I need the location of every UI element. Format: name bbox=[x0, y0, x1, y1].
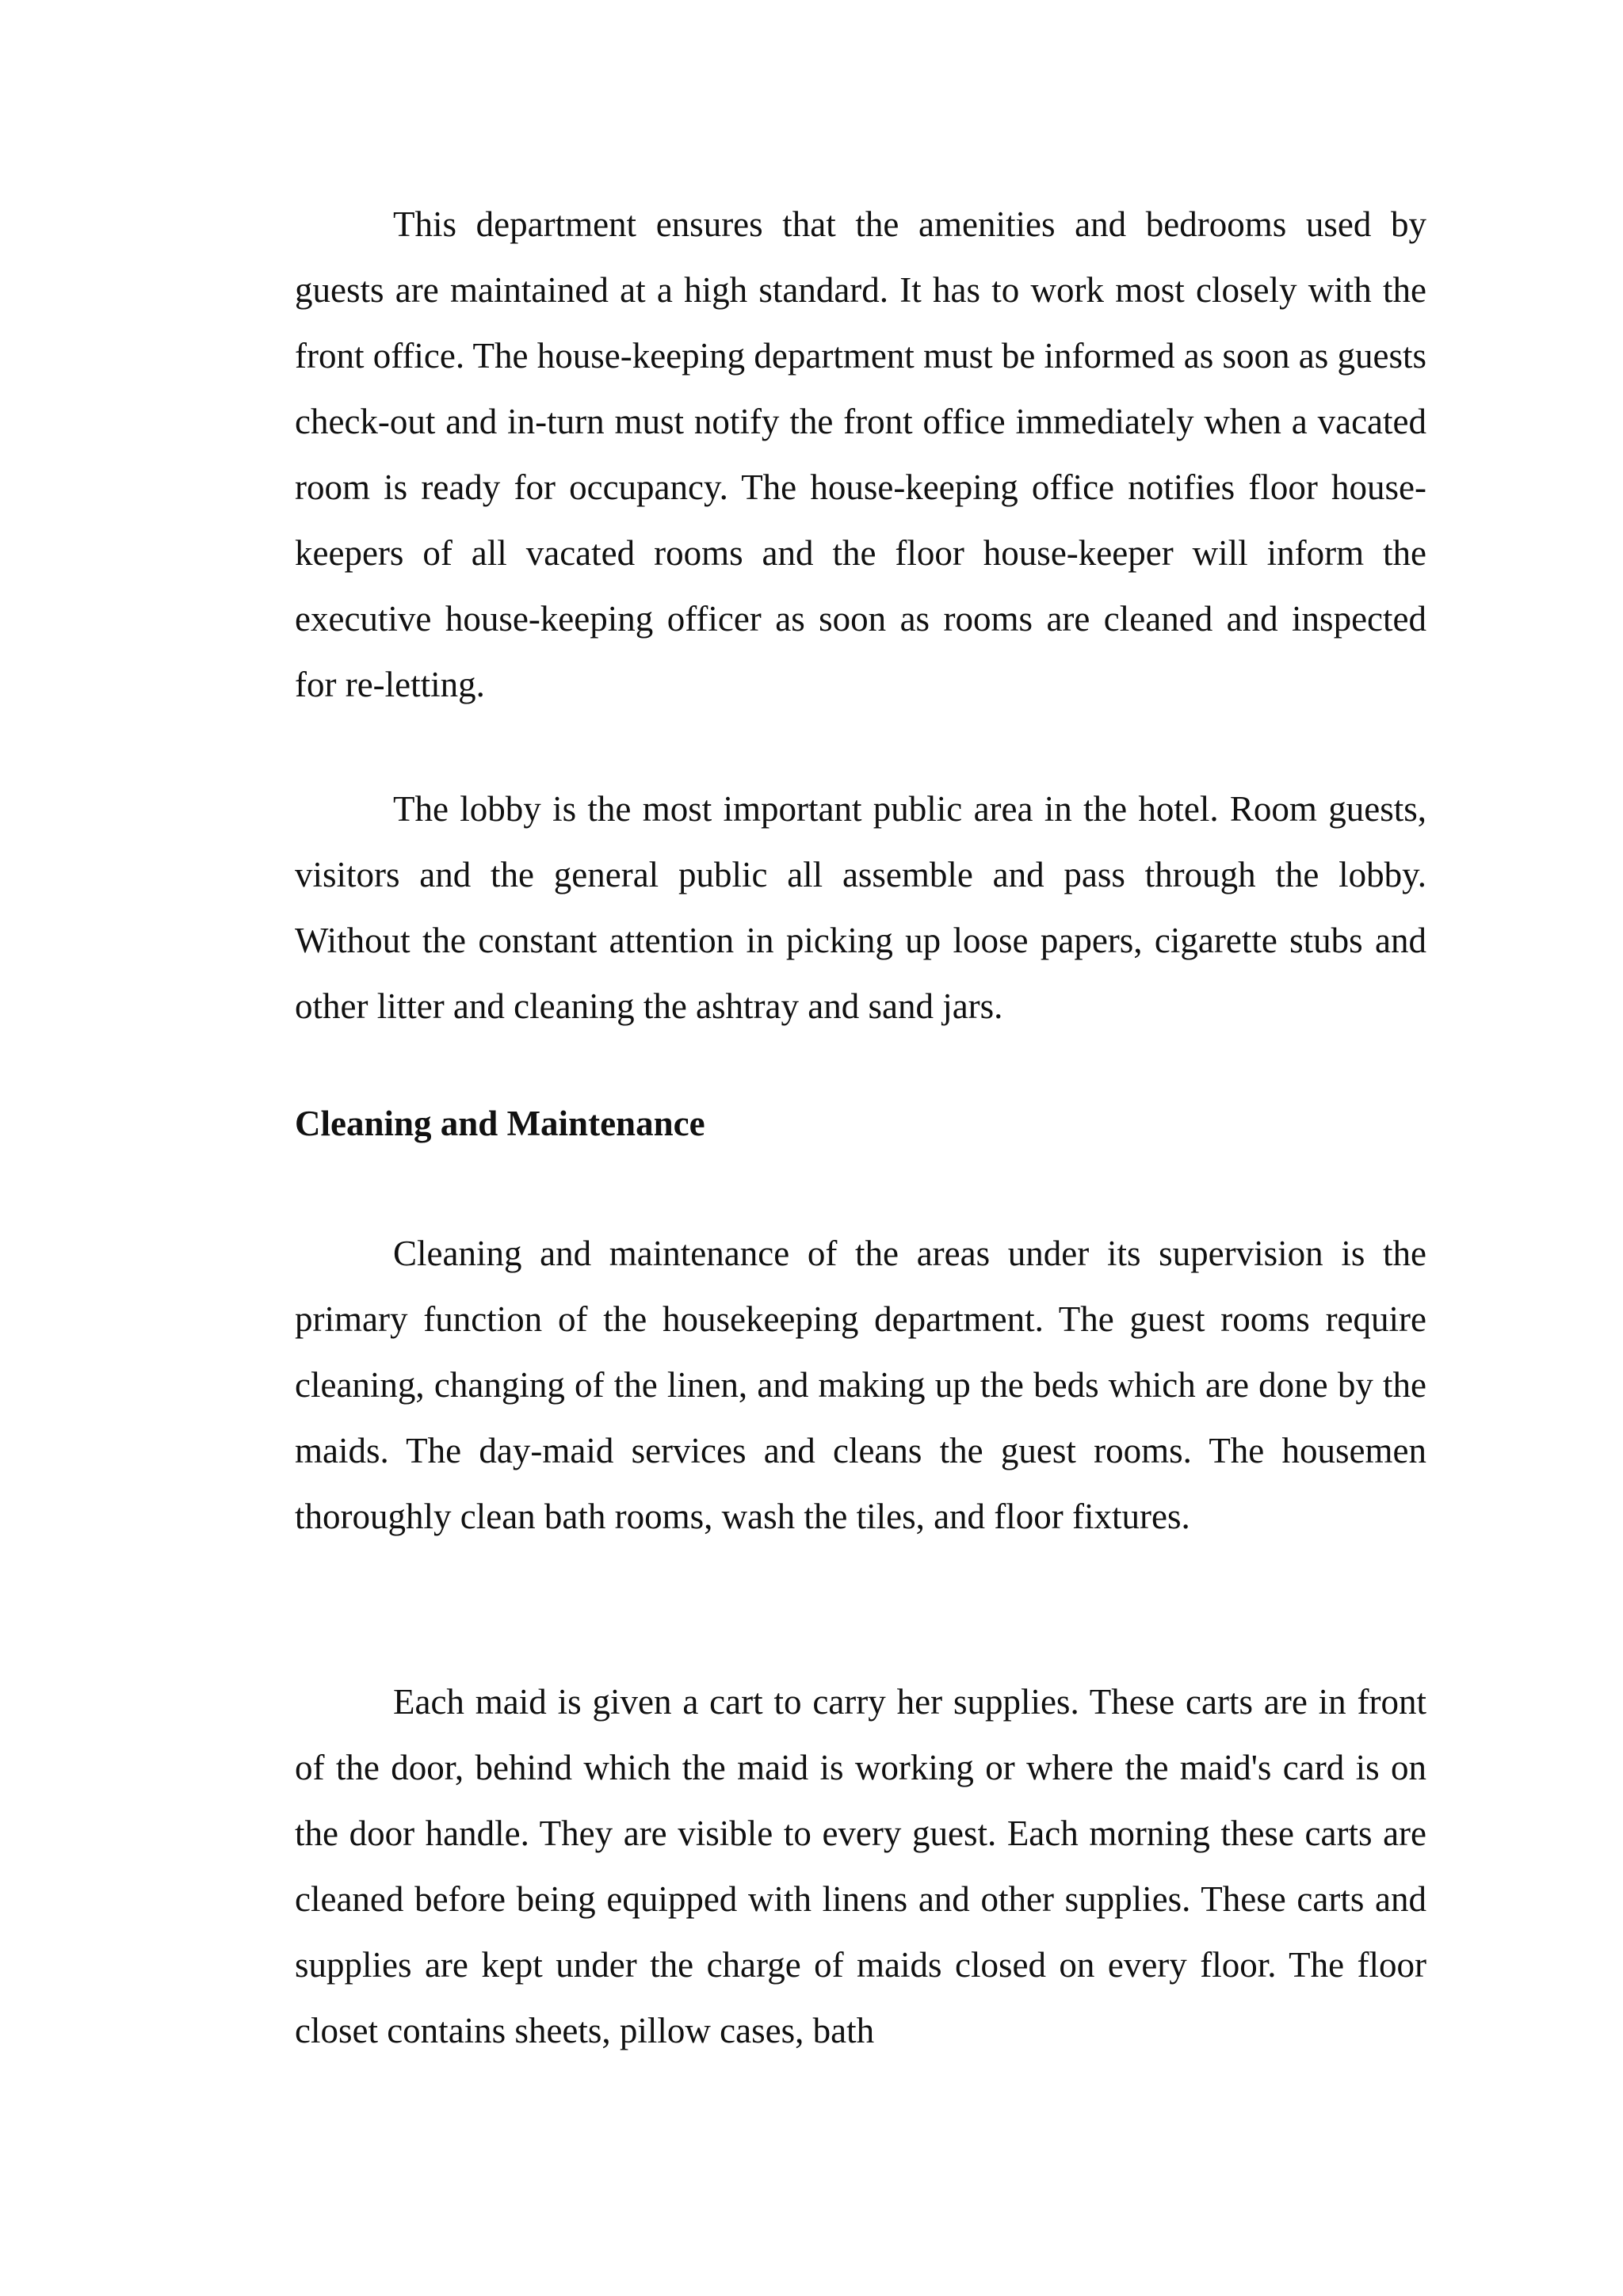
paragraph-housekeeping-department: This department ensures that the amenities and bedrooms used by guests are maintained at a high standard. It has to work most closely with the front office. The house-keeping department must be informed as soon as guests check-out and in-turn must notify the front office immediately when a vacated room is ready for occupancy. The house-keeping office notifies floor house-keepers of all vacated rooms and the floor house-keeper will inform the executive house-keeping officer as soon as rooms are cleaned and inspected for re-letting. bbox=[295, 204, 1426, 704]
section-heading: Cleaning and Maintenance bbox=[295, 1104, 705, 1143]
paragraph-maid-cart: Each maid is given a cart to carry her supplies. These carts are in front of the door, behind which the maid is working or where the maid's card is on the door handle. They are visible to every guest. Each morning these carts are cleaned before being equipped with linens and other supplies. These carts and supplies are kept under the charge of maids closed on every floor. The floor closet contains sheets, pillow cases, bath bbox=[295, 1682, 1426, 2050]
paragraph-cleaning-maintenance: Cleaning and maintenance of the areas under its supervision is the primary function of the housekeeping department. The guest rooms require cleaning, changing of the linen, and making up the beds which are done by the maids. The day-maid services and cleans the guest rooms. The housemen thoroughly clean bath rooms, wash the tiles, and floor fixtures. bbox=[295, 1234, 1426, 1536]
paragraph-lobby: The lobby is the most important public area in the hotel. Room guests, visitors and the general public all assemble and pass through the lobby. Without the constant attention in picking up loose papers, cigarette stubs and other litter and cleaning the ashtray and sand jars. bbox=[295, 789, 1426, 1026]
